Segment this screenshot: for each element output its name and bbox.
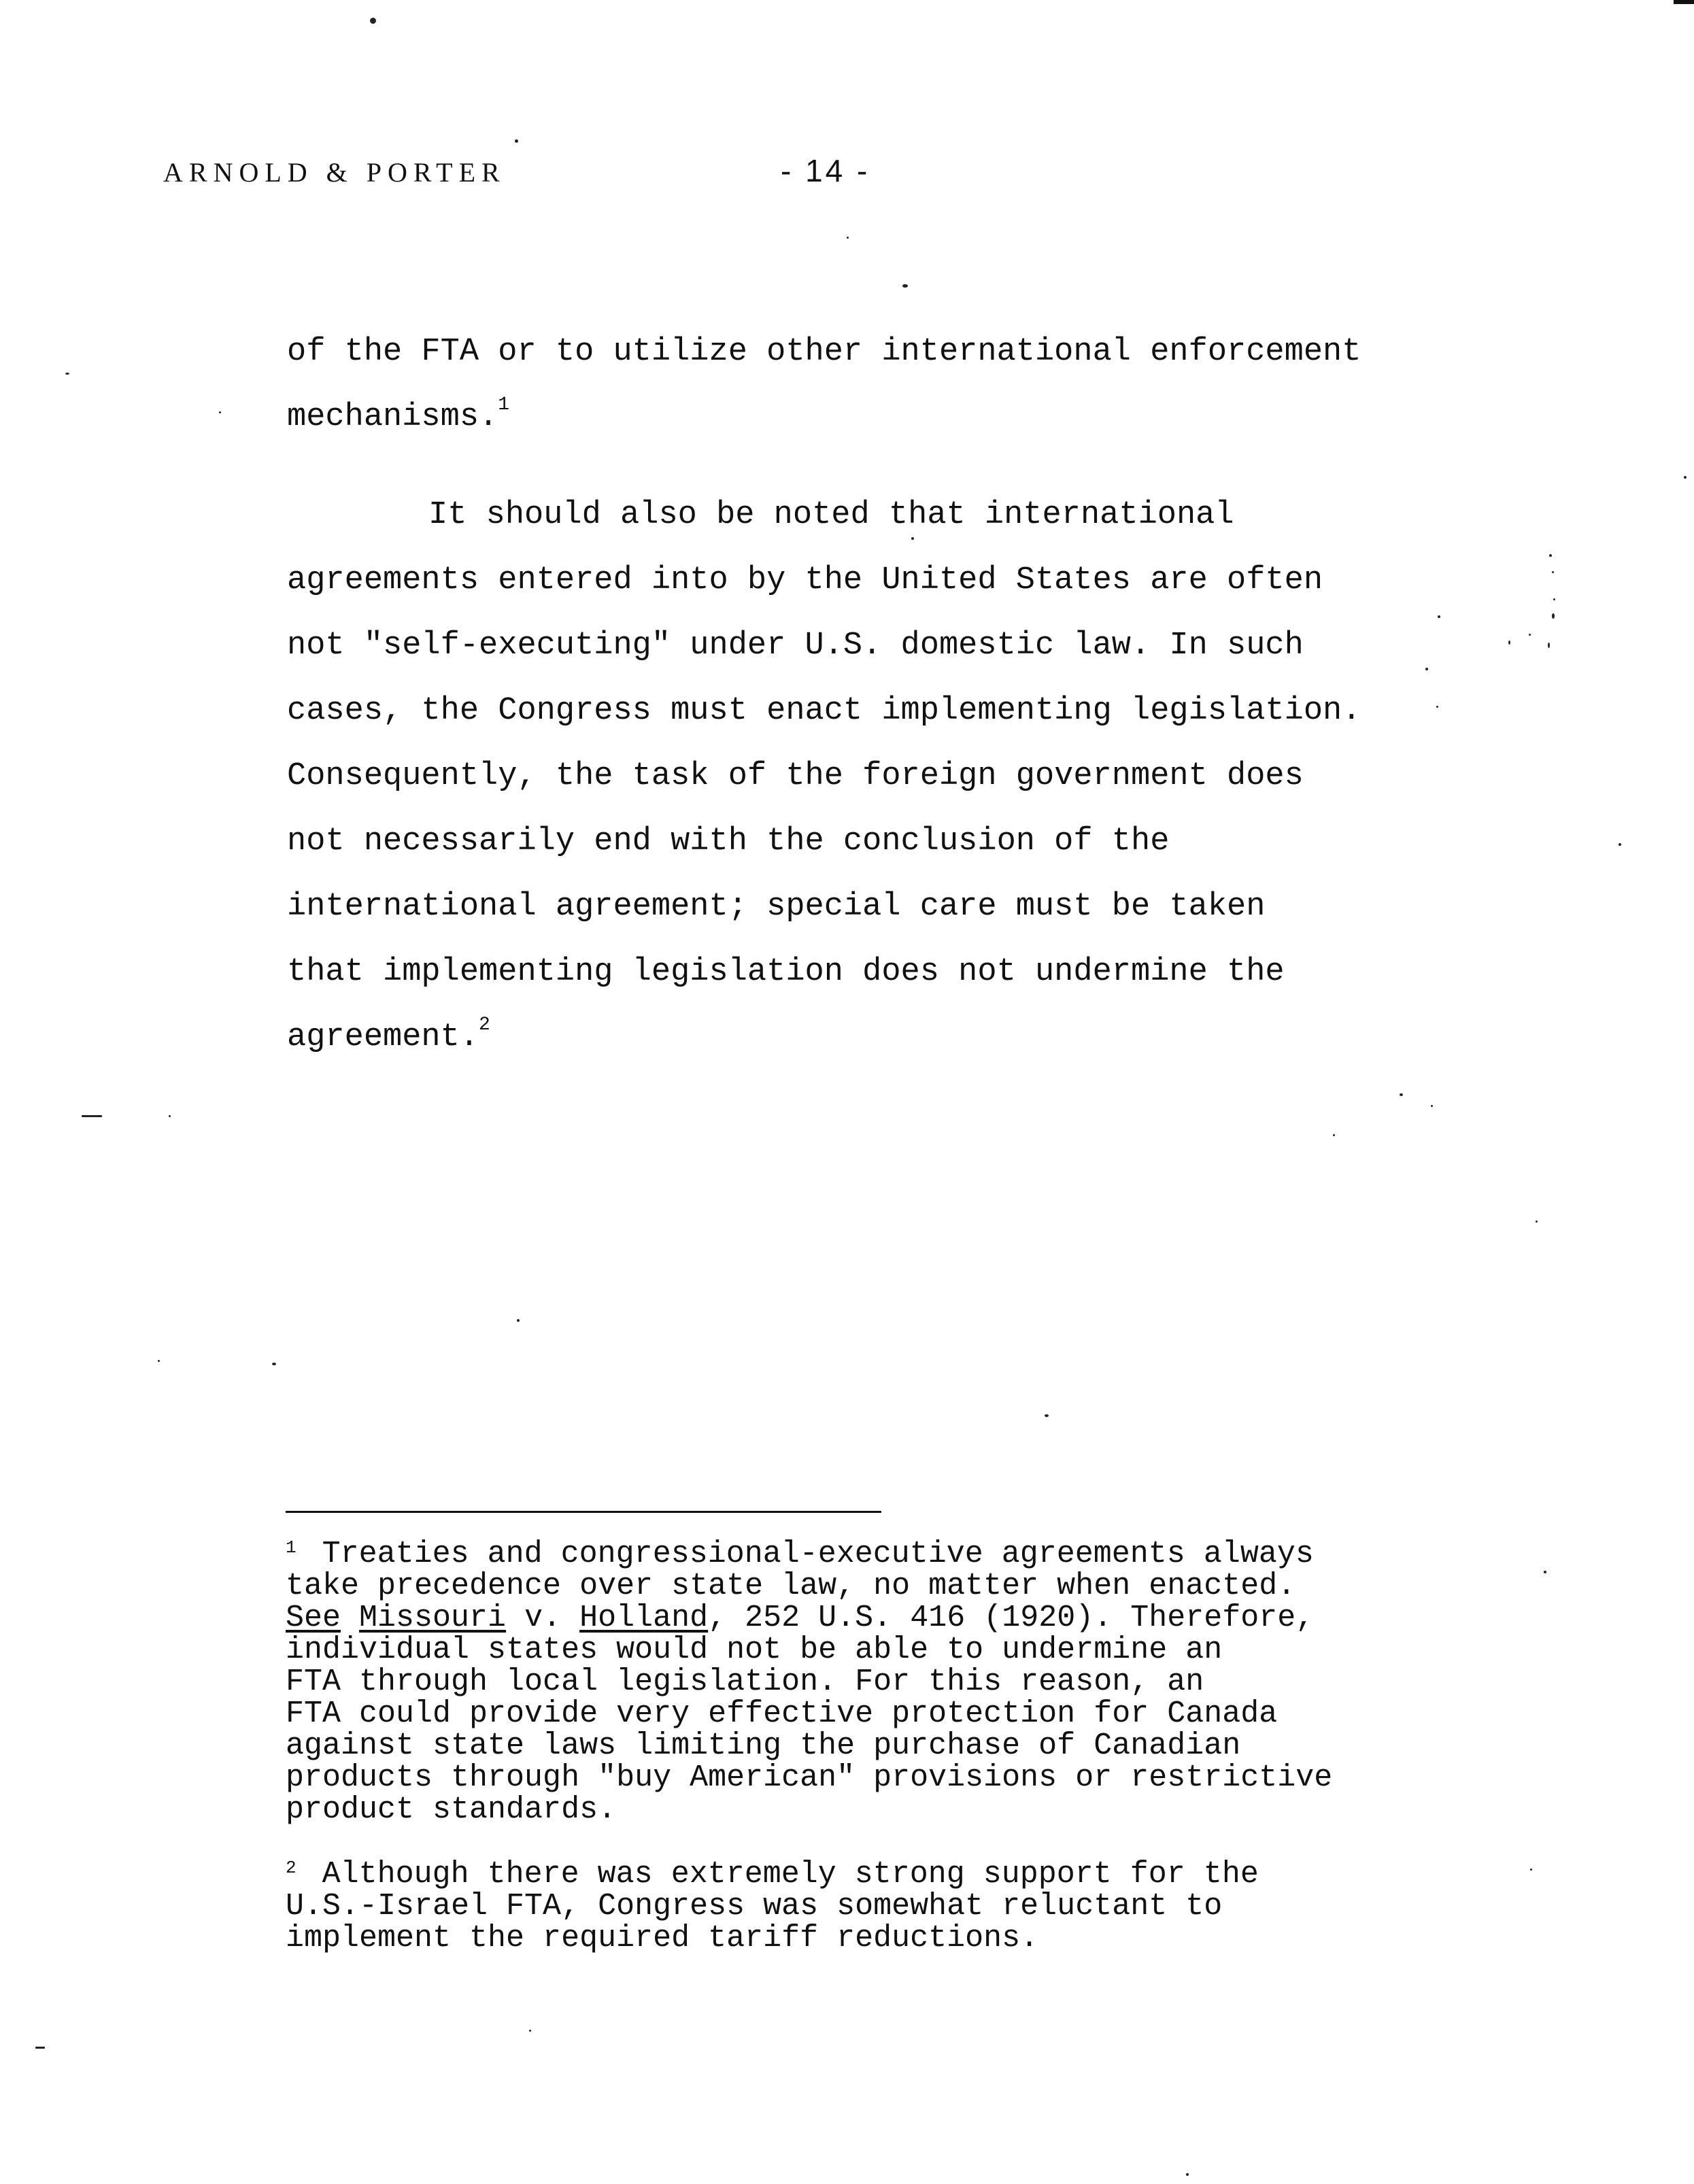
- scan-speck: [1536, 1221, 1538, 1223]
- text-line: agreements entered into by the United States are often: [287, 562, 1323, 598]
- scan-speck: [1333, 1134, 1335, 1136]
- text-line: Consequently, the task of the foreign government does: [287, 758, 1304, 794]
- text-line: that implementing legislation does not undermine the: [287, 954, 1285, 990]
- scan-speck: [847, 237, 849, 239]
- footnote-2: $^2$ Although there was extremely strong support for the U.S.-Israel FTA, Congress was somewhat reluctant to implement the required tariff reductions.: [286, 1857, 1259, 1956]
- footnote-reference: 2: [479, 1014, 490, 1036]
- scan-edge-mark: [1674, 0, 1694, 4]
- scan-speck: [272, 1363, 276, 1365]
- text-line: mechanisms.$^1$: [287, 394, 510, 435]
- scan-speck: [65, 373, 69, 375]
- text-line: of the FTA or to utilize other international enforcement: [287, 334, 1361, 370]
- footnote-reference: 1: [498, 394, 510, 416]
- scan-speck: [1508, 641, 1510, 645]
- text-line: not "self-executing" under U.S. domestic law. In such: [287, 628, 1304, 664]
- scan-speck: [1548, 643, 1550, 648]
- scan-speck: [1400, 1093, 1403, 1096]
- scan-speck: [1553, 598, 1555, 600]
- main-text: [287, 320, 1443, 1070]
- scan-speck: [1549, 554, 1552, 557]
- scan-speck: [517, 1319, 520, 1322]
- footnotes: [286, 1538, 1442, 1954]
- scan-speck: [1431, 1105, 1433, 1107]
- scan-speck: [35, 2047, 45, 2049]
- scan-speck: [902, 284, 908, 288]
- page-header: [163, 153, 979, 204]
- firm-name: ARNOLD & PORTER: [163, 157, 506, 188]
- scan-speck: [82, 1115, 102, 1117]
- scan-speck: [1684, 476, 1687, 479]
- scan-speck: [169, 1115, 171, 1117]
- scan-speck: [1619, 843, 1621, 846]
- case-name: Holland: [579, 1601, 709, 1635]
- scan-speck: [1186, 2173, 1189, 2176]
- scan-speck: [219, 411, 221, 413]
- scan-speck: [1544, 1571, 1546, 1573]
- scan-speck: [529, 2030, 531, 2032]
- text-line: not necessarily end with the conclusion of the: [287, 823, 1170, 859]
- footnote-mark: 2: [286, 1858, 297, 1878]
- case-name: Missouri: [359, 1601, 507, 1635]
- footnote-1: $^1$ Treaties and congressional-executive agreements always take precedence over state law, no matter when enacted. See Missouri v. Holland, 252 U.S. 416 (1920). Therefore, individual states would not be able to undermine an FTA through local legislation. For this reason, an FTA could provide very effective protection for Canada against state laws limiting the purchase of Canadian products through "buy American" provisions or restrictive product standards.: [286, 1537, 1333, 1827]
- footnote-mark: 1: [286, 1537, 297, 1558]
- text-line: It should also be noted that international: [428, 497, 1234, 533]
- footnote-separator: [286, 1511, 881, 1513]
- scan-speck: [1530, 1869, 1532, 1871]
- text-line: international agreement; special care must be taken: [287, 889, 1266, 925]
- scan-speck: [1552, 571, 1554, 573]
- citation-signal: See: [286, 1601, 341, 1635]
- page-number: - 14 -: [781, 153, 870, 188]
- scan-speck: [1045, 1414, 1049, 1417]
- scan-speck: [1552, 613, 1555, 619]
- scan-speck: [158, 1360, 160, 1362]
- text-line: cases, the Congress must enact implementing legislation.: [287, 693, 1361, 729]
- scan-speck: [1529, 634, 1531, 636]
- scan-speck: [515, 139, 518, 143]
- scan-speck: [370, 18, 376, 24]
- text-line: agreement.$^2$: [287, 1014, 490, 1055]
